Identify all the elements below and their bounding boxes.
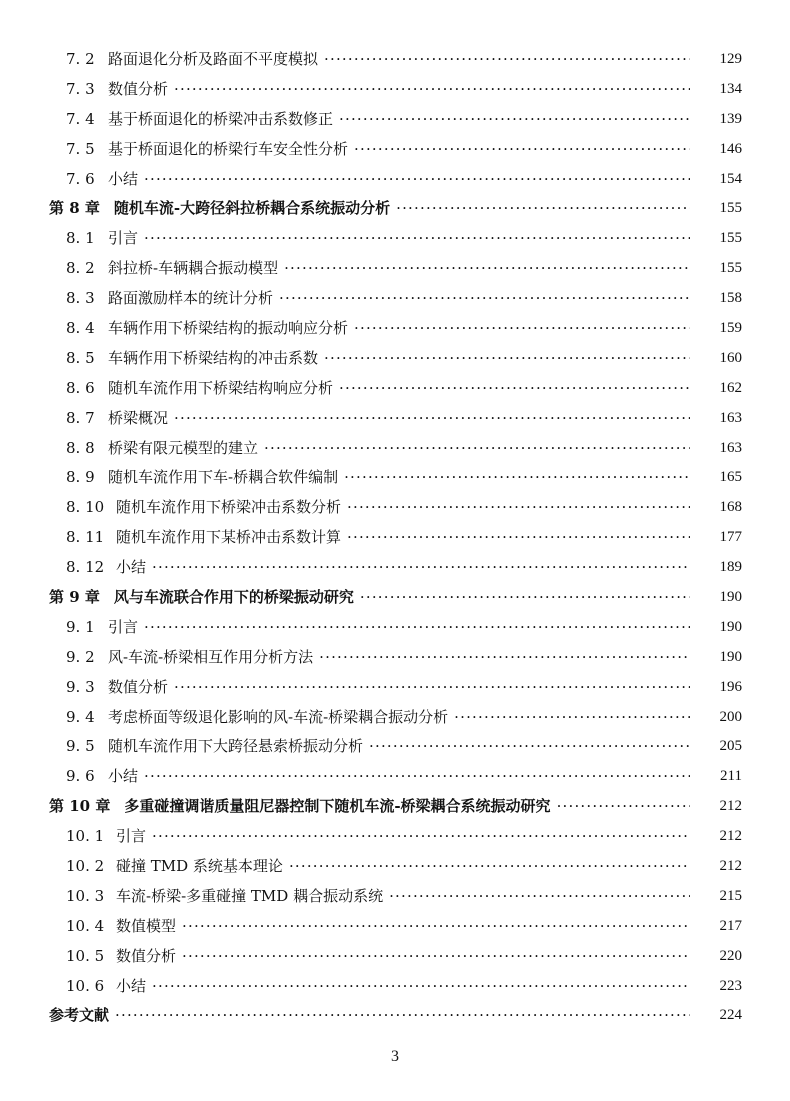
toc-section-entry[interactable] (0, 971, 790, 1001)
dot-leader (344, 467, 690, 487)
toc-entry-number: 9. 6 (66, 767, 95, 786)
toc-entry-title: 桥梁有限元模型的建立 (108, 438, 259, 457)
toc-section-entry[interactable] (0, 462, 790, 492)
toc-section-entry[interactable] (0, 821, 790, 851)
dot-leader (144, 617, 690, 637)
dot-leader (396, 198, 690, 218)
toc-section-entry[interactable] (0, 642, 790, 672)
toc-entry-title: 风与车流联合作用下的桥梁振动研究 (113, 587, 354, 606)
toc-section-entry[interactable] (0, 134, 790, 164)
dot-leader (454, 707, 690, 727)
toc-entry-page: 212 (719, 857, 742, 874)
toc-entry-page: 223 (719, 977, 742, 994)
toc-entry-page: 163 (719, 439, 742, 456)
toc-entry-title: 小结 (116, 976, 147, 995)
table-of-contents (0, 44, 790, 1030)
toc-entry-number: 9. 5 (66, 737, 95, 756)
toc-entry-page: 165 (719, 469, 742, 486)
dot-leader (182, 916, 690, 936)
toc-entry-number: 8. 3 (66, 289, 95, 308)
toc-entry-page: 212 (719, 798, 742, 815)
toc-entry-number: 10. 5 (66, 946, 105, 965)
toc-section-entry[interactable] (0, 881, 790, 911)
toc-entry-number: 8. 2 (66, 259, 95, 278)
dot-leader (324, 49, 690, 69)
toc-entry-title: 路面退化分析及路面不平度模拟 (108, 49, 319, 68)
toc-section-entry[interactable] (0, 522, 790, 552)
toc-entry-number: 9. 2 (66, 647, 95, 666)
toc-entry-page: 190 (719, 648, 742, 665)
toc-chapter-entry[interactable] (0, 193, 790, 223)
toc-entry-page: 154 (719, 170, 742, 187)
toc-entry-title: 引言 (108, 229, 139, 248)
toc-entry-title: 随机车流-大跨径斜拉桥耦合系统振动分析 (113, 199, 391, 218)
toc-section-entry[interactable] (0, 74, 790, 104)
toc-entry-title: 车辆作用下桥梁结构的冲击系数 (108, 348, 319, 367)
toc-entry-page: 177 (719, 529, 742, 546)
toc-entry-title: 随机车流作用下大跨径悬索桥振动分析 (108, 737, 364, 756)
toc-entry-title: 车辆作用下桥梁结构的振动响应分析 (108, 318, 349, 337)
toc-entry-page: 190 (719, 618, 742, 635)
toc-entry-page: 220 (719, 947, 742, 964)
toc-entry-page: 224 (719, 1007, 742, 1024)
toc-entry-page: 155 (719, 230, 742, 247)
dot-leader (144, 228, 690, 248)
dot-leader (284, 258, 690, 278)
toc-section-entry[interactable] (0, 851, 790, 881)
toc-entry-title: 随机车流作用下桥梁结构响应分析 (108, 378, 334, 397)
dot-leader (144, 766, 690, 786)
toc-entry-title: 随机车流作用下桥梁冲击系数分析 (116, 498, 342, 517)
toc-entry-number: 7. 6 (66, 169, 95, 188)
dot-leader (115, 1005, 690, 1025)
toc-entry-number: 8. 11 (66, 528, 105, 547)
toc-entry-page: 162 (719, 379, 742, 396)
dot-leader (144, 169, 690, 189)
toc-entry-page: 146 (719, 140, 742, 157)
toc-section-entry[interactable] (0, 612, 790, 642)
toc-entry-number: 8. 9 (66, 468, 95, 487)
toc-entry-page: 189 (719, 559, 742, 576)
toc-entry-number: 10. 1 (66, 827, 105, 846)
toc-entry-number: 9. 4 (66, 707, 95, 726)
toc-entry-page: 212 (719, 828, 742, 845)
dot-leader (339, 378, 690, 398)
toc-entry-number: 7. 4 (66, 109, 95, 128)
toc-entry-number: 8. 8 (66, 438, 95, 457)
toc-entry-number: 第 9 章 (49, 587, 100, 606)
toc-section-entry[interactable] (0, 403, 790, 433)
toc-entry-number: 8. 12 (66, 558, 105, 577)
dot-leader (279, 288, 690, 308)
toc-section-entry[interactable] (0, 283, 790, 313)
toc-entry-title: 随机车流作用下车-桥耦合软件编制 (108, 468, 339, 487)
toc-entry-page: 168 (719, 499, 742, 516)
dot-leader (347, 527, 690, 547)
toc-entry-page: 163 (719, 409, 742, 426)
toc-section-entry[interactable] (0, 223, 790, 253)
dot-leader (264, 438, 690, 458)
dot-leader (182, 946, 690, 966)
toc-chapter-entry[interactable] (0, 582, 790, 612)
toc-entry-page: 155 (719, 260, 742, 277)
toc-entry-title: 斜拉桥-车辆耦合振动模型 (108, 259, 279, 278)
toc-entry-title: 多重碰撞调谐质量阻尼器控制下随机车流-桥梁耦合系统振动研究 (124, 797, 551, 816)
toc-entry-number: 第 10 章 (49, 797, 111, 816)
dot-leader (174, 408, 690, 428)
toc-entry-title: 引言 (108, 617, 139, 636)
toc-entry-page: 160 (719, 349, 742, 366)
toc-section-entry[interactable] (0, 104, 790, 134)
toc-section-entry[interactable] (0, 702, 790, 732)
toc-section-entry[interactable] (0, 761, 790, 791)
toc-entry-title: 路面激励样本的统计分析 (108, 289, 274, 308)
toc-section-entry[interactable] (0, 911, 790, 941)
toc-entry-page: 134 (719, 80, 742, 97)
toc-entry-number: 10. 3 (66, 886, 105, 905)
toc-entry-title: 风-车流-桥梁相互作用分析方法 (108, 647, 314, 666)
toc-entry-number: 8. 1 (66, 229, 95, 248)
toc-entry-title: 小结 (108, 767, 139, 786)
dot-leader (354, 318, 690, 338)
toc-entry-number: 7. 2 (66, 49, 95, 68)
toc-entry-title: 数值分析 (108, 79, 169, 98)
toc-section-entry[interactable] (0, 313, 790, 343)
toc-entry-number: 10. 4 (66, 916, 105, 935)
toc-entry-title: 数值分析 (108, 677, 169, 696)
toc-entry-number: 8. 4 (66, 318, 95, 337)
toc-entry-page: 196 (719, 678, 742, 695)
toc-entry-page: 190 (719, 588, 742, 605)
toc-entry-page: 158 (719, 290, 742, 307)
toc-entry-title: 小结 (116, 558, 147, 577)
toc-section-entry[interactable] (0, 433, 790, 463)
toc-entry-number: 7. 3 (66, 79, 95, 98)
toc-entry-number: 8. 7 (66, 408, 95, 427)
dot-leader (174, 79, 690, 99)
dot-leader (289, 856, 690, 876)
toc-entry-page: 215 (719, 887, 742, 904)
dot-leader (319, 647, 690, 667)
toc-entry-title: 车流-桥梁-多重碰撞 TMD 耦合振动系统 (116, 886, 384, 905)
toc-section-entry[interactable] (0, 731, 790, 761)
toc-entry-page: 129 (719, 50, 742, 67)
toc-entry-page: 217 (719, 917, 742, 934)
toc-entry-title: 基于桥面退化的桥梁行车安全性分析 (108, 139, 349, 158)
toc-entry-page: 155 (719, 200, 742, 217)
toc-entry-number: 9. 3 (66, 677, 95, 696)
toc-entry-number: 7. 5 (66, 139, 95, 158)
dot-leader (354, 139, 690, 159)
toc-section-entry[interactable] (0, 373, 790, 403)
toc-chapter-entry[interactable] (0, 791, 790, 821)
page-number: 3 (391, 1048, 399, 1065)
toc-entry-title: 小结 (108, 169, 139, 188)
toc-entry-number: 10. 6 (66, 976, 105, 995)
dot-leader (369, 736, 690, 756)
toc-entry-number: 8. 5 (66, 348, 95, 367)
toc-section-entry[interactable] (0, 44, 790, 74)
toc-section-entry[interactable] (0, 492, 790, 522)
toc-entry-title: 碰撞 TMD 系统基本理论 (116, 856, 283, 875)
toc-entry-number: 8. 6 (66, 378, 95, 397)
toc-section-entry[interactable] (0, 164, 790, 194)
toc-entry-title: 随机车流作用下某桥冲击系数计算 (116, 528, 342, 547)
dot-leader (324, 348, 690, 368)
toc-entry-title: 数值模型 (116, 916, 177, 935)
dot-leader (389, 886, 690, 906)
toc-section-entry[interactable] (0, 941, 790, 971)
toc-entry-title: 数值分析 (116, 946, 177, 965)
dot-leader (174, 677, 690, 697)
dot-leader (339, 109, 690, 129)
dot-leader (347, 497, 690, 517)
toc-entry-page: 211 (720, 768, 742, 785)
toc-entry-title: 引言 (116, 827, 147, 846)
toc-entry-title: 参考文献 (49, 1006, 110, 1025)
dot-leader (152, 826, 690, 846)
toc-entry-page: 159 (719, 319, 742, 336)
toc-entry-page: 139 (719, 110, 742, 127)
toc-section-entry[interactable] (0, 672, 790, 702)
toc-entry-page: 205 (719, 738, 742, 755)
toc-entry-number: 9. 1 (66, 617, 95, 636)
toc-section-entry[interactable] (0, 552, 790, 582)
dot-leader (557, 796, 690, 816)
dot-leader (152, 557, 690, 577)
toc-entry-title: 桥梁概况 (108, 408, 169, 427)
toc-entry-number: 第 8 章 (49, 199, 100, 218)
toc-entry-number: 10. 2 (66, 856, 105, 875)
dot-leader (360, 587, 690, 607)
toc-section-entry[interactable] (0, 253, 790, 283)
toc-references-entry[interactable] (0, 1001, 790, 1031)
dot-leader (152, 976, 690, 996)
toc-entry-title: 考虑桥面等级退化影响的风-车流-桥梁耦合振动分析 (108, 707, 449, 726)
toc-entry-title: 基于桥面退化的桥梁冲击系数修正 (108, 109, 334, 128)
toc-entry-page: 200 (719, 708, 742, 725)
toc-entry-number: 8. 10 (66, 498, 105, 517)
toc-section-entry[interactable] (0, 343, 790, 373)
